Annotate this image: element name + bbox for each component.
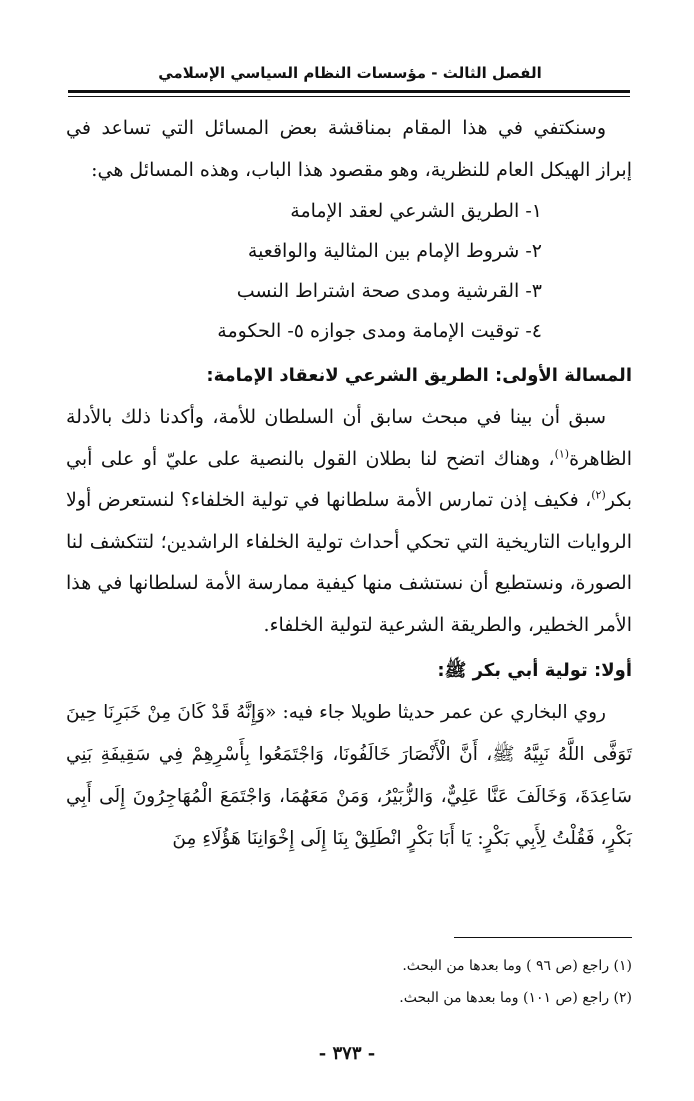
footnote-ref-1[interactable]: (١) <box>554 447 570 461</box>
list-item: ٤- توقيت الإمامة ومدى جوازه ٥- الحكومة <box>217 320 542 342</box>
hadith-quote: «وَإِنَّهُ قَدْ كَانَ مِنْ خَبَرِنَا حِينَ تَوَفَّى اللَّهُ نَبِيَّهُ ﷺ، أَنَّ الْأَنْصَارَ خَالَفُونَا، وَاجْتَمَعُوا بِأَسْرِهِمْ فِي سَقِيفَةِ بَنِي سَاعِدَةَ، وَخَالَفَ عَنَّا عَلِيٌّ، وَالزُّبَيْرُ، وَمَنْ مَعَهُمَا، وَاجْتَمَعَ الْمُهَاجِرُونَ إِلَى أَبِي بَكْرٍ، فَقُلْتُ لِأَبِي بَكْرٍ: يَا أَبَا بَكْرٍ انْطَلِقْ بِنَا إِلَى إِخْوَانِنَا هَؤُلَاءِ مِنَ <box>66 702 632 849</box>
text-run: سبق أن بينا في مبحث سابق أن السلطان للأمة، وأكدنا ذلك بالأدلة الظاهرة <box>66 406 632 470</box>
text-run: ، وهناك اتضح لنا بطلان القول بالنصية على عليّ أو على أبي بكر <box>66 447 632 511</box>
issues-list <box>66 191 632 351</box>
footnote-separator <box>454 937 632 938</box>
header-rule-thin <box>68 96 630 97</box>
list-item: ٣- القرشية ومدى صحة اشتراط النسب <box>236 280 542 302</box>
footnote-1: (١) راجع (ص ٩٦ ) وما بعدها من البحث. <box>402 958 632 974</box>
text-run: روي البخاري عن عمر حديثا طويلا جاء فيه: <box>276 702 606 723</box>
running-header: الفصل الثالث - مؤسسات النظام السياسي الإسلامي <box>158 64 542 82</box>
section-heading-1: المسالة الأولى: الطريق الشرعي لانعقاد الإمامة: <box>206 365 632 386</box>
footnote-2: (٢) راجع (ص ١٠١) وما بعدها من البحث. <box>399 990 632 1006</box>
page-body <box>66 108 632 860</box>
page-number: - ٣٧٣ - <box>318 1043 376 1064</box>
header-rule-thick <box>68 90 630 93</box>
section-heading-2: أولا: تولية أبي بكر ﷺ: <box>437 660 632 681</box>
list-item: ٢- شروط الإمام بين المثالية والواقعية <box>247 240 542 262</box>
section1-paragraph <box>66 397 632 646</box>
intro-paragraph: وسنكتفي في هذا المقام بمناقشة بعض المسائل التي تساعد في إبراز الهيكل العام للنظرية، وهو مقصود هذا الباب، وهذه المسائل هي: <box>66 117 632 181</box>
list-item: ١- الطريق الشرعي لعقد الإمامة <box>290 200 542 222</box>
text-run: ، فكيف إذن تمارس الأمة سلطانها في تولية الخلفاء؟ لنستعرض أولا الروايات التاريخية التي تحكي أحداث تولية الخلفاء الراشدين؛ لتتكشف لنا الصورة، ونستطيع أن نستشف منها كيفية ممارسة الأمة لسلطانها في هذا الأمر الخطير، والطريقة الشرعية لتولية الخلفاء. <box>66 489 632 636</box>
hadith-paragraph <box>66 692 632 860</box>
footnotes <box>66 950 632 1014</box>
footnote-ref-2[interactable]: (٢) <box>591 488 606 502</box>
